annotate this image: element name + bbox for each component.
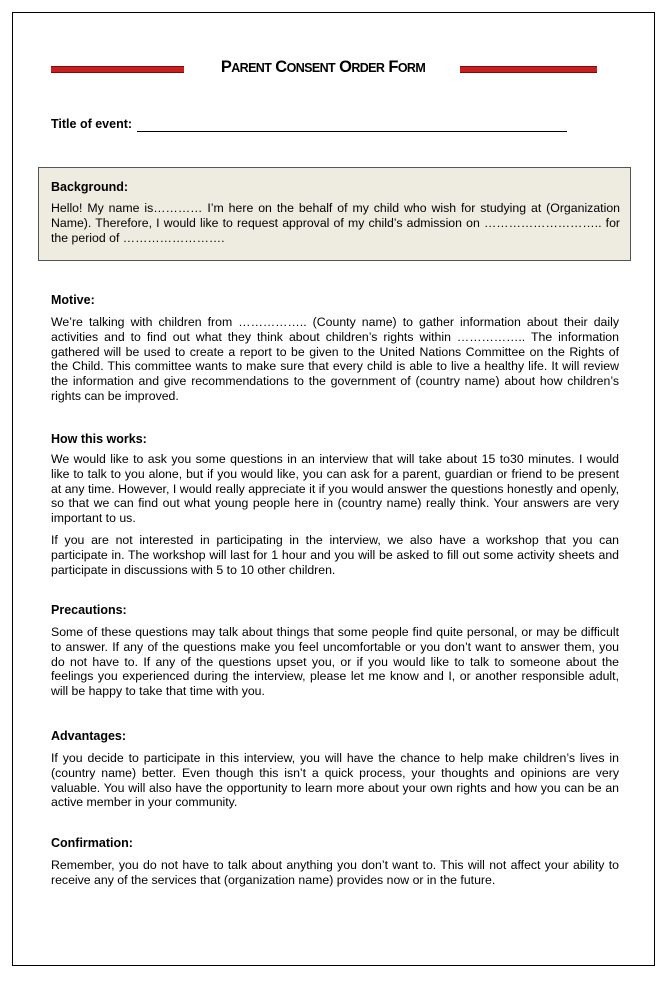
left-red-bar xyxy=(51,66,184,73)
form-title: PARENT CONSENT ORDER FORM xyxy=(220,58,426,76)
precautions-heading: Precautions: xyxy=(51,603,127,617)
event-title-field[interactable] xyxy=(137,131,567,132)
precautions-text: Some of these questions may talk about things that some people find quite personal, or may be difficult to answer. If any of the questions make you feel uncomfortable or you don’t want to answer them, you do not have to. If any of the questions upset you, or if you would like to talk to someone about the feelings you experienced during the interview, please let me know and I, or another responsible adult, will be happy to take that time with you. xyxy=(51,625,619,699)
right-red-bar xyxy=(460,66,597,73)
background-text: Hello! My name is………… I’m here on the behalf of my child who wish for studying at (Organization Name). Therefore, I would like to request approval of my child’s admission on ……………………….. for the period of ……………………. xyxy=(51,201,620,245)
advantages-heading: Advantages: xyxy=(51,729,127,743)
advantages-text: If you decide to participate in this interview, you will have the chance to help make children’s lives in (country name) better. Even though this isn’t a quick process, your thoughts and opinions are very valuable. You will also have the opportunity to learn more about your own rights and how you can be an active member in your community. xyxy=(51,751,619,810)
confirmation-heading: Confirmation: xyxy=(51,836,133,850)
event-title-label: Title of event: xyxy=(51,117,133,131)
motive-heading: Motive: xyxy=(51,293,95,307)
confirmation-text: Remember, you do not have to talk about anything you don’t want to. This will not affect your ability to receive any of the services that (organization name) provides now or in the future. xyxy=(51,858,619,887)
title-row xyxy=(51,57,599,81)
how-it-works-text-2: If you are not interested in participating in the interview, we also have a workshop that you can participate in. The workshop will last for 1 hour and you will be asked to fill out some activity sheets and participate in discussions with 5 to 10 other children. xyxy=(51,533,619,577)
form-page xyxy=(12,12,655,966)
motive-text: We’re talking with children from …………….. (County name) to gather information about their daily activities and to find out what they think about children’s rights within …………….. The information gathered will be used to create a report to be given to the United Nations Committee on the Rights of the Child. This committee wants to make sure that every child is able to live a healthy life. It will review the information and give recommendations to the government of (country name) about how children’s rights can be improved. xyxy=(51,315,619,403)
background-section xyxy=(38,167,631,261)
how-it-works-text-1: We would like to ask you some questions in an interview that will take about 15 to30 minutes. I would like to talk to you alone, but if you would like, you can ask for a parent, guardian or friend to be present at any time. However, I would really appreciate it if you would answer the questions honestly and openly, so that we can find out what young people here in (country name) really think. Your answers are very important to us. xyxy=(51,452,619,526)
background-heading: Background: xyxy=(51,180,129,194)
how-it-works-heading: How this works: xyxy=(51,432,147,446)
